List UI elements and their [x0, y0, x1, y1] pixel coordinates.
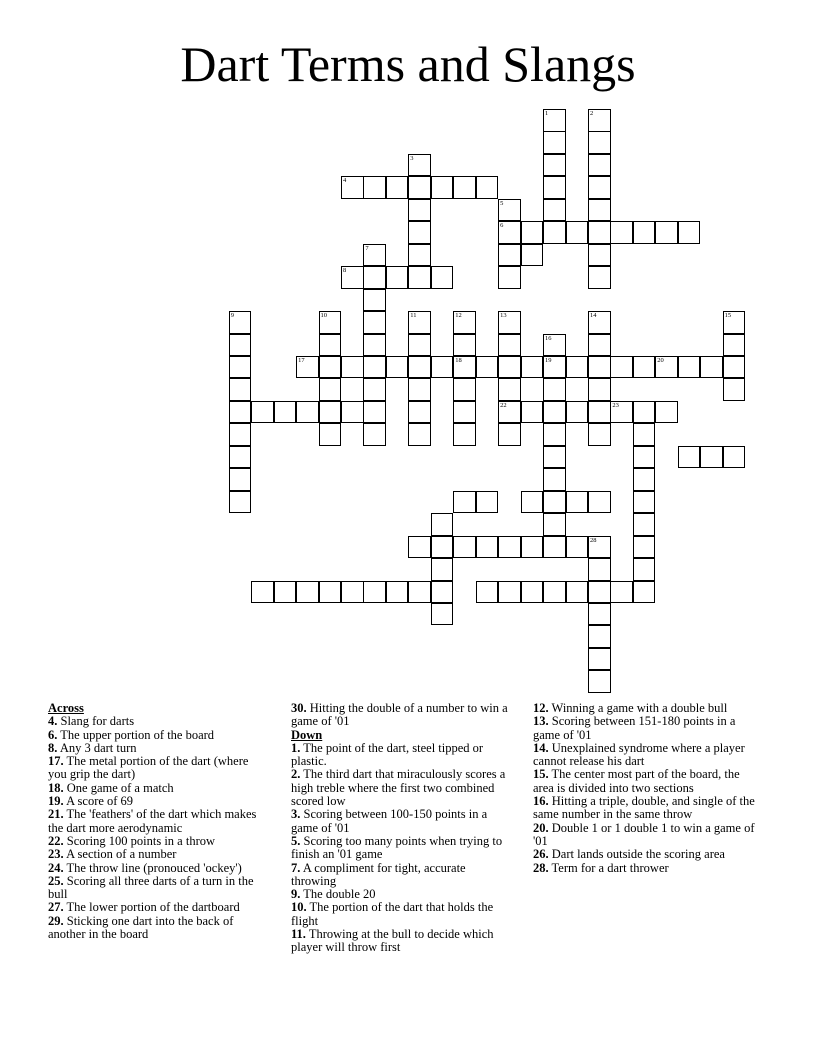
grid-cell[interactable] — [431, 356, 454, 379]
clue-number: 19 — [545, 356, 552, 364]
clue-item-text: A compliment for tight, accurate throwing — [291, 860, 466, 888]
grid-cell[interactable] — [363, 266, 386, 289]
clue-number: 7 — [365, 244, 369, 252]
grid-cell[interactable] — [498, 311, 521, 334]
clue-item — [533, 848, 755, 861]
grid-cell[interactable] — [633, 468, 656, 491]
grid-cell[interactable] — [543, 513, 566, 536]
clue-item-number: 8. — [48, 740, 58, 755]
clue-item-number: 5. — [291, 833, 301, 848]
grid-cell[interactable] — [633, 513, 656, 536]
grid-cell[interactable] — [453, 536, 476, 559]
grid-cell[interactable] — [408, 154, 431, 177]
grid-cell[interactable] — [588, 334, 611, 357]
clue-item-number: 13. — [533, 714, 549, 729]
clue-item — [291, 808, 513, 835]
grid-cell[interactable] — [498, 423, 521, 446]
grid-cell[interactable] — [498, 356, 521, 379]
grid-cell[interactable] — [543, 401, 566, 424]
clue-number: 1 — [545, 110, 549, 117]
grid-cell[interactable] — [386, 356, 409, 379]
page-title: Dart Terms and Slangs — [180, 36, 636, 92]
grid-cell[interactable] — [588, 311, 611, 334]
clue-item — [48, 729, 270, 742]
grid-cell[interactable] — [363, 334, 386, 357]
grid-cell[interactable] — [431, 176, 454, 199]
clue-number: 23 — [612, 401, 619, 409]
clues-column-1 — [48, 702, 270, 941]
grid-cell[interactable] — [319, 311, 342, 334]
clue-item — [291, 702, 513, 729]
grid-cell[interactable] — [610, 401, 633, 424]
grid-cell[interactable] — [633, 558, 656, 581]
grid-cell[interactable] — [363, 423, 386, 446]
grid-cell[interactable] — [319, 378, 342, 401]
clue-item-text: Scoring 100 points in a throw — [66, 833, 216, 848]
clue-item — [533, 715, 755, 742]
grid-cell[interactable] — [633, 423, 656, 446]
grid-cell[interactable] — [476, 176, 499, 199]
clue-item — [291, 862, 513, 889]
clue-item — [48, 915, 270, 942]
clue-item — [48, 782, 270, 795]
grid-cell[interactable] — [655, 401, 678, 424]
grid-cell[interactable] — [588, 536, 611, 559]
grid-cell[interactable] — [588, 221, 611, 244]
grid-cell[interactable] — [229, 401, 252, 424]
clue-item-text: Winning a game with a double bull — [551, 701, 728, 715]
clue-item-text: One game of a match — [66, 780, 174, 795]
grid-cell[interactable] — [408, 221, 431, 244]
clue-item-number: 23. — [48, 847, 64, 862]
grid-cell[interactable] — [543, 109, 566, 132]
grid-cell[interactable] — [296, 356, 319, 379]
grid-cell[interactable] — [498, 244, 521, 267]
clue-item — [48, 742, 270, 755]
grid-cell[interactable] — [363, 378, 386, 401]
grid-cell[interactable] — [408, 244, 431, 267]
clue-item-text: The 'feathers' of the dart which makes the dart more aerodynamic — [48, 807, 257, 835]
grid-cell[interactable] — [319, 356, 342, 379]
clue-item-number: 30. — [291, 701, 307, 715]
clue-item-text: A section of a number — [66, 847, 177, 862]
grid-cell[interactable] — [408, 401, 431, 424]
grid-cell[interactable] — [633, 401, 656, 424]
clue-item-number: 27. — [48, 900, 64, 915]
grid-cell[interactable] — [431, 513, 454, 536]
grid-cell[interactable] — [633, 446, 656, 469]
clue-item-number: 1. — [291, 740, 301, 755]
clue-item — [291, 835, 513, 862]
grid-cell[interactable] — [588, 378, 611, 401]
grid-cell[interactable] — [543, 446, 566, 469]
clue-item-number: 22. — [48, 833, 64, 848]
clue-item-text: Scoring all three darts of a turn in the bull — [48, 873, 254, 902]
grid-cell[interactable] — [723, 356, 746, 379]
grid-cell[interactable] — [588, 176, 611, 199]
clue-number: 12 — [455, 312, 462, 319]
grid-cell[interactable] — [588, 131, 611, 154]
grid-cell[interactable] — [229, 491, 252, 514]
grid-cell[interactable] — [521, 581, 544, 604]
grid-cell[interactable] — [476, 536, 499, 559]
clue-item — [48, 901, 270, 914]
grid-cell[interactable] — [543, 536, 566, 559]
clue-item-text: Unexplained syndrome where a player cannot release his dart — [533, 740, 745, 769]
grid-cell[interactable] — [453, 401, 476, 424]
grid-cell[interactable] — [678, 221, 701, 244]
grid-cell[interactable] — [543, 221, 566, 244]
clue-item — [533, 702, 755, 715]
grid-cell[interactable] — [319, 401, 342, 424]
clue-item-number: 25. — [48, 873, 64, 888]
clue-item — [291, 901, 513, 928]
grid-cell[interactable] — [678, 356, 701, 379]
grid-cell[interactable] — [408, 266, 431, 289]
clue-number: 4 — [343, 177, 347, 185]
clue-item — [533, 768, 755, 795]
grid-cell[interactable] — [588, 401, 611, 424]
grid-cell[interactable] — [566, 536, 589, 559]
clue-item-text: Double 1 or 1 double 1 to win a game of '01 — [533, 820, 755, 848]
clue-number: 6 — [500, 222, 504, 230]
grid-cell[interactable] — [229, 378, 252, 401]
grid-cell[interactable] — [610, 221, 633, 244]
grid-cell[interactable] — [363, 356, 386, 379]
grid-cell[interactable] — [363, 311, 386, 334]
grid-cell[interactable] — [655, 221, 678, 244]
grid-cell[interactable] — [363, 244, 386, 267]
grid-cell[interactable] — [386, 581, 409, 604]
grid-cell[interactable] — [341, 176, 364, 199]
grid-cell[interactable] — [633, 356, 656, 379]
clue-item — [533, 742, 755, 769]
clues-column-2 — [291, 702, 513, 955]
grid-cell[interactable] — [476, 491, 499, 514]
clue-item-number: 11. — [291, 927, 306, 942]
grid-cell[interactable] — [453, 334, 476, 357]
clue-item-text: Dart lands outside the scoring area — [551, 847, 725, 862]
grid-cell[interactable] — [498, 401, 521, 424]
grid-cell[interactable] — [476, 581, 499, 604]
clue-item-number: 26. — [533, 847, 549, 862]
grid-cell[interactable] — [700, 446, 723, 469]
grid-cell[interactable] — [296, 401, 319, 424]
clue-item-text: Slang for darts — [60, 714, 135, 729]
grid-cell[interactable] — [633, 221, 656, 244]
clue-item — [48, 835, 270, 848]
grid-cell[interactable] — [408, 581, 431, 604]
grid-cell[interactable] — [588, 558, 611, 581]
grid-cell[interactable] — [521, 491, 544, 514]
clue-item-text: Scoring between 151-180 points in a game of '01 — [533, 714, 736, 742]
grid-cell[interactable] — [296, 581, 319, 604]
grid-cell[interactable] — [588, 154, 611, 177]
grid-cell[interactable] — [588, 423, 611, 446]
grid-cell[interactable] — [453, 423, 476, 446]
clue-item-number: 9. — [291, 887, 301, 902]
grid-cell[interactable] — [408, 176, 431, 199]
clue-item-text: The double 20 — [303, 887, 376, 902]
clue-item-text: A score of 69 — [66, 794, 134, 809]
grid-cell[interactable] — [566, 401, 589, 424]
grid-cell[interactable] — [408, 423, 431, 446]
grid-cell[interactable] — [588, 491, 611, 514]
grid-cell[interactable] — [588, 356, 611, 379]
clue-number: 11 — [410, 312, 417, 319]
grid-cell[interactable] — [678, 446, 701, 469]
grid-cell[interactable] — [341, 266, 364, 289]
grid-cell[interactable] — [543, 423, 566, 446]
clue-item-text: Hitting a triple, double, and single of the same number in the same throw — [533, 794, 755, 822]
clue-section-heading: Across — [48, 701, 84, 715]
grid-cell[interactable] — [723, 311, 746, 334]
grid-cell[interactable] — [408, 311, 431, 334]
clue-item-text: Term for a dart thrower — [551, 860, 669, 875]
grid-cell[interactable] — [408, 356, 431, 379]
clue-item — [533, 795, 755, 822]
clue-item-number: 20. — [533, 820, 549, 835]
grid-cell[interactable] — [453, 491, 476, 514]
grid-cell[interactable] — [633, 536, 656, 559]
clue-number: 2 — [590, 110, 594, 117]
grid-cell[interactable] — [229, 423, 252, 446]
clue-number: 14 — [590, 312, 597, 319]
clue-item-number: 21. — [48, 807, 64, 822]
clue-item — [48, 795, 270, 808]
grid-cell[interactable] — [566, 221, 589, 244]
grid-cell[interactable] — [588, 603, 611, 626]
grid-cell[interactable] — [566, 356, 589, 379]
grid-cell[interactable] — [543, 378, 566, 401]
clue-item-text: The lower portion of the dartboard — [66, 900, 240, 915]
clue-number: 16 — [545, 334, 552, 342]
clue-item-number: 10. — [291, 900, 307, 915]
grid-cell[interactable] — [251, 581, 274, 604]
clues-column-3 — [533, 702, 755, 875]
grid-cell[interactable] — [431, 536, 454, 559]
grid-cell[interactable] — [633, 491, 656, 514]
grid-cell[interactable] — [543, 199, 566, 222]
clue-item-number: 18. — [48, 780, 64, 795]
clue-item — [48, 715, 270, 728]
clue-number: 10 — [320, 312, 327, 319]
clue-item-text: The center most part of the board, the area is divided into two sections — [533, 767, 740, 795]
clue-item-number: 19. — [48, 794, 64, 809]
clue-item — [48, 862, 270, 875]
grid-cell[interactable] — [543, 334, 566, 357]
grid-cell[interactable] — [588, 266, 611, 289]
grid-cell[interactable] — [229, 468, 252, 491]
clue-number: 13 — [500, 312, 507, 319]
grid-cell[interactable] — [588, 581, 611, 604]
clue-number: 18 — [455, 356, 462, 364]
clue-item-number: 17. — [48, 754, 64, 769]
clue-item-text: The point of the dart, steel tipped or plastic. — [291, 740, 484, 769]
clue-item — [533, 862, 755, 875]
grid-cell[interactable] — [431, 603, 454, 626]
grid-cell[interactable] — [341, 581, 364, 604]
grid-cell[interactable] — [723, 378, 746, 401]
grid-cell[interactable] — [588, 244, 611, 267]
clue-number: 20 — [657, 356, 664, 364]
grid-cell[interactable] — [341, 401, 364, 424]
clue-item — [291, 768, 513, 808]
clue-item-number: 29. — [48, 913, 64, 928]
grid-cell[interactable] — [521, 221, 544, 244]
grid-cell[interactable] — [363, 176, 386, 199]
grid-cell[interactable] — [498, 581, 521, 604]
grid-cell[interactable] — [453, 378, 476, 401]
clue-item — [48, 848, 270, 861]
clue-item-text: The third dart that miraculously scores a high treble where the first two combined scored low — [291, 767, 506, 809]
clue-number: 17 — [298, 356, 305, 364]
grid-cell[interactable] — [319, 334, 342, 357]
grid-cell[interactable] — [498, 378, 521, 401]
grid-cell[interactable] — [700, 356, 723, 379]
clue-number: 5 — [500, 199, 504, 207]
grid-cell[interactable] — [566, 491, 589, 514]
clue-item-number: 28. — [533, 860, 549, 875]
grid-cell[interactable] — [588, 109, 611, 132]
grid-cell[interactable] — [498, 334, 521, 357]
clue-number: 9 — [230, 312, 235, 319]
grid-cell[interactable] — [274, 401, 297, 424]
clue-item-text: The throw line (pronouced 'ockey') — [66, 860, 242, 875]
clue-item-number: 15. — [533, 767, 549, 782]
grid-cell[interactable] — [431, 581, 454, 604]
grid-cell[interactable] — [543, 581, 566, 604]
grid-cell[interactable] — [229, 446, 252, 469]
grid-cell[interactable] — [543, 176, 566, 199]
grid-cell[interactable] — [610, 581, 633, 604]
grid-cell[interactable] — [588, 670, 611, 693]
clue-item-text: Hitting the double of a number to win a game of '01 — [291, 701, 508, 729]
clue-section-heading: Down — [291, 727, 323, 742]
grid-cell[interactable] — [251, 401, 274, 424]
grid-cell[interactable] — [588, 625, 611, 648]
grid-cell[interactable] — [363, 581, 386, 604]
grid-cell[interactable] — [319, 581, 342, 604]
clue-item-number: 12. — [533, 701, 549, 715]
grid-cell[interactable] — [431, 558, 454, 581]
clue-item-number: 24. — [48, 860, 64, 875]
clue-item-text: The portion of the dart that holds the flight — [291, 900, 494, 928]
clue-item — [533, 822, 755, 849]
clue-item-text: Scoring between 100-150 points in a game of '01 — [291, 807, 488, 835]
grid-cell[interactable] — [521, 401, 544, 424]
grid-cell[interactable] — [723, 334, 746, 357]
grid-cell[interactable] — [341, 356, 364, 379]
grid-cell[interactable] — [521, 356, 544, 379]
grid-cell[interactable] — [655, 356, 678, 379]
clue-item-text: Throwing at the bull to decide which player will throw first — [291, 927, 494, 955]
grid-cell[interactable] — [566, 581, 589, 604]
clue-item-text: Scoring too many points when trying to finish an '01 game — [291, 833, 503, 862]
clue-item-text: Sticking one dart into the back of another in the board — [48, 913, 234, 942]
grid-cell[interactable] — [610, 356, 633, 379]
grid-cell[interactable] — [543, 491, 566, 514]
clue-item-number: 2. — [291, 767, 301, 782]
grid-cell[interactable] — [386, 266, 409, 289]
grid-cell[interactable] — [633, 581, 656, 604]
grid-cell[interactable] — [229, 356, 252, 379]
grid-cell[interactable] — [543, 468, 566, 491]
clue-item-number: 16. — [533, 794, 549, 809]
clue-number: 22 — [500, 401, 507, 409]
grid-cell[interactable] — [408, 378, 431, 401]
clue-item-number: 14. — [533, 740, 549, 755]
grid-cell[interactable] — [498, 221, 521, 244]
grid-cell[interactable] — [408, 536, 431, 559]
grid-cell[interactable] — [431, 266, 454, 289]
clue-item — [291, 928, 513, 955]
grid-cell[interactable] — [723, 446, 746, 469]
clue-item — [48, 755, 270, 782]
grid-cell[interactable] — [521, 536, 544, 559]
grid-cell[interactable] — [408, 334, 431, 357]
clue-item-text: Any 3 dart turn — [59, 740, 137, 755]
grid-cell[interactable] — [498, 536, 521, 559]
grid-cell[interactable] — [543, 131, 566, 154]
grid-cell[interactable] — [588, 199, 611, 222]
grid-cell[interactable] — [498, 199, 521, 222]
grid-cell[interactable] — [274, 581, 297, 604]
clue-item-number: 6. — [48, 727, 58, 742]
grid-cell[interactable] — [319, 423, 342, 446]
grid-cell[interactable] — [453, 311, 476, 334]
grid-cell[interactable] — [386, 176, 409, 199]
grid-cell[interactable] — [543, 154, 566, 177]
grid-cell[interactable] — [588, 648, 611, 671]
clue-item-number: 3. — [291, 807, 301, 822]
clue-item-text: The metal portion of the dart (where you grip the dart) — [48, 754, 249, 782]
grid-cell[interactable] — [521, 244, 544, 267]
clue-item-number: 4. — [48, 714, 58, 729]
grid-cell[interactable] — [543, 356, 566, 379]
grid-cell[interactable] — [498, 266, 521, 289]
clue-number: 15 — [724, 312, 732, 319]
grid-cell[interactable] — [363, 401, 386, 424]
clue-item-text: The upper portion of the board — [60, 727, 215, 742]
clue-item — [48, 808, 270, 835]
grid-cell[interactable] — [229, 311, 252, 334]
grid-cell[interactable] — [408, 199, 431, 222]
clue-item-number: 7. — [291, 860, 301, 875]
grid-cell[interactable] — [453, 356, 476, 379]
grid-cell[interactable] — [229, 334, 252, 357]
clue-item — [291, 888, 513, 901]
clue-number: 8 — [343, 267, 347, 275]
grid-cell[interactable] — [363, 289, 386, 312]
clue-item — [291, 742, 513, 769]
grid-cell[interactable] — [476, 356, 499, 379]
grid-cell[interactable] — [453, 176, 476, 199]
clue-item — [48, 875, 270, 902]
clue-number: 3 — [410, 154, 414, 162]
clue-number: 28 — [590, 536, 597, 544]
